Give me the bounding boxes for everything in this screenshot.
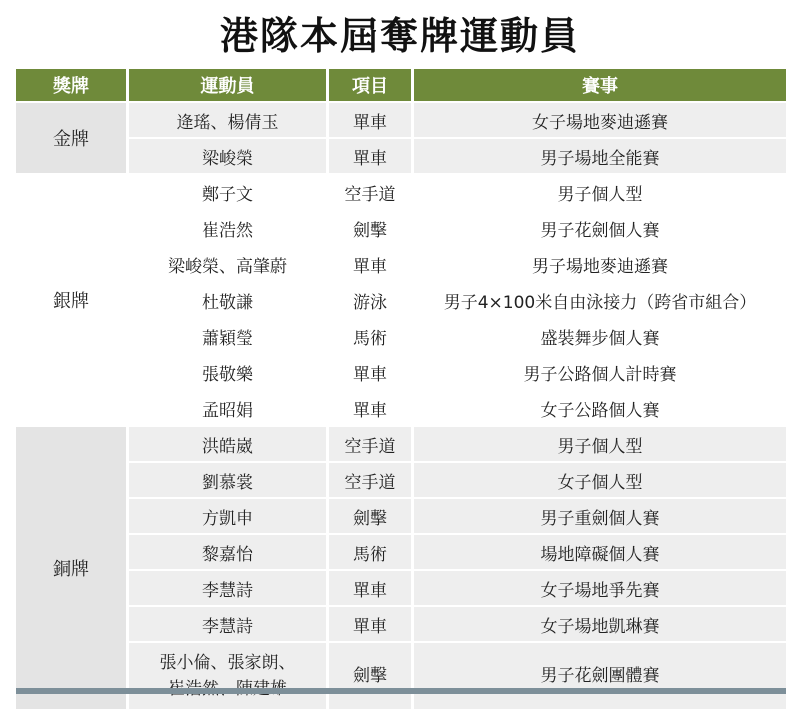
event-cell: 男子場地全能賽 xyxy=(411,137,786,173)
event-cell: 男子花劍個人賽 xyxy=(411,209,786,245)
athlete-cell: 方凱申 xyxy=(126,497,326,533)
sport-cell: 單車 xyxy=(326,245,411,281)
athlete-cell: 逄瑤、楊倩玉 xyxy=(126,101,326,137)
table-row xyxy=(16,101,786,137)
event-cell: 女子場地麥迪遜賽 xyxy=(411,101,786,137)
sport-cell: 劍擊 xyxy=(326,209,411,245)
sport-cell: 劍擊 xyxy=(326,497,411,533)
event-cell: 男子個人型 xyxy=(411,173,786,209)
table-row xyxy=(16,317,786,353)
event-cell: 男子4×100米自由泳接力（跨省市組合） xyxy=(411,281,786,317)
table-row xyxy=(16,569,786,605)
sport-cell: 單車 xyxy=(326,389,411,425)
athlete-cell: 黎嘉怡 xyxy=(126,533,326,569)
table-row xyxy=(16,281,786,317)
page-title: 港隊本屆奪牌運動員 xyxy=(219,14,580,58)
athlete-cell: 李慧詩 xyxy=(126,605,326,641)
event-cell: 盛裝舞步個人賽 xyxy=(411,317,786,353)
table-row xyxy=(16,353,786,389)
medal-gold: 金牌 xyxy=(16,101,126,173)
table-row xyxy=(16,497,786,533)
athlete-cell: 梁峻榮、高肇蔚 xyxy=(126,245,326,281)
event-cell: 男子個人型 xyxy=(411,425,786,461)
athlete-cell: 張敬樂 xyxy=(126,353,326,389)
athlete-cell: 杜敬謙 xyxy=(126,281,326,317)
table-row xyxy=(16,173,786,209)
table-row xyxy=(16,137,786,173)
sport-cell: 空手道 xyxy=(326,425,411,461)
header-event: 賽事 xyxy=(411,69,786,101)
table-row xyxy=(16,533,786,569)
medal-silver: 銀牌 xyxy=(16,173,126,425)
athlete-cell: 洪皓崴 xyxy=(126,425,326,461)
bottom-rule xyxy=(16,688,786,694)
athlete-cell: 崔浩然 xyxy=(126,209,326,245)
sport-cell: 單車 xyxy=(326,353,411,389)
event-cell: 男子公路個人計時賽 xyxy=(411,353,786,389)
event-cell: 男子重劍個人賽 xyxy=(411,497,786,533)
sport-cell: 馬術 xyxy=(326,317,411,353)
medal-bronze: 銅牌 xyxy=(16,425,126,709)
sport-cell: 單車 xyxy=(326,605,411,641)
header-sport: 項目 xyxy=(326,69,411,101)
sport-cell: 單車 xyxy=(326,137,411,173)
table-row xyxy=(16,389,786,425)
sport-cell: 單車 xyxy=(326,101,411,137)
event-cell: 女子場地凱琳賽 xyxy=(411,605,786,641)
table-row xyxy=(16,425,786,461)
athlete-cell: 劉慕裳 xyxy=(126,461,326,497)
sport-cell: 單車 xyxy=(326,569,411,605)
table-row xyxy=(16,461,786,497)
event-cell: 女子場地爭先賽 xyxy=(411,569,786,605)
header-medal: 獎牌 xyxy=(16,69,126,101)
sport-cell: 游泳 xyxy=(326,281,411,317)
table-row xyxy=(16,605,786,641)
table-row xyxy=(16,245,786,281)
athlete-cell: 蕭穎瑩 xyxy=(126,317,326,353)
athlete-cell: 鄭子文 xyxy=(126,173,326,209)
sport-cell: 馬術 xyxy=(326,533,411,569)
athlete-cell: 張小倫、張家朗、 xyxy=(126,641,326,709)
event-cell: 男子場地麥迪遜賽 xyxy=(411,245,786,281)
table-header-row xyxy=(16,69,786,101)
event-cell: 男子花劍團體賽 xyxy=(411,641,786,709)
table-row xyxy=(16,641,786,709)
header-athlete: 運動員 xyxy=(126,69,326,101)
sport-cell: 空手道 xyxy=(326,173,411,209)
athlete-cell: 孟昭娟 xyxy=(126,389,326,425)
event-cell: 場地障礙個人賽 xyxy=(411,533,786,569)
table-row xyxy=(16,209,786,245)
medal-table xyxy=(16,69,786,709)
sport-cell: 空手道 xyxy=(326,461,411,497)
event-cell: 女子公路個人賽 xyxy=(411,389,786,425)
sport-cell: 劍擊 xyxy=(326,641,411,709)
athlete-cell: 李慧詩 xyxy=(126,569,326,605)
athlete-cell: 梁峻榮 xyxy=(126,137,326,173)
event-cell: 女子個人型 xyxy=(411,461,786,497)
